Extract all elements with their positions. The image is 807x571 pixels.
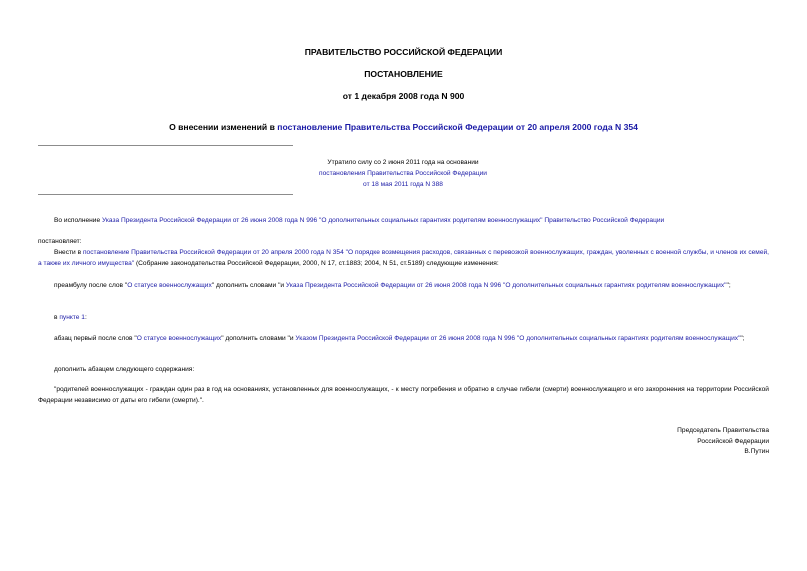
decree-title-link-2[interactable]: "О дополнительных социальных гарантиях родителям военнослужащих"	[501, 282, 727, 289]
text: Внести в	[54, 249, 83, 256]
signature-position: Председатель Правительства	[677, 427, 769, 434]
document-date-number: от 1 декабря 2008 года N 900	[342, 91, 465, 101]
top-rule	[38, 145, 293, 146]
text: " дополнить словами "и	[221, 335, 296, 342]
text: " дополнить словами "и	[211, 282, 286, 289]
repeal-note-text: Утратило силу со 2 июня 2011 года на основании	[327, 159, 479, 166]
decree-link[interactable]: Указа Президента Российской Федерации от 26 июня 2008 года N 996	[101, 217, 318, 224]
decree-link-2[interactable]: Указа Президента Российской Федерации от 26 июня 2008 года N 996	[285, 282, 502, 289]
paragraph-add-abzac: дополнить абзацем следующего содержания:	[54, 366, 195, 373]
decree-title-link[interactable]: "О дополнительных социальных гарантиях родителям военнослужащих" Правительство Российской Федерации	[317, 217, 665, 224]
paragraph-amend	[38, 247, 769, 269]
text: абзац первый после слов "	[54, 335, 137, 342]
signature-name: В.Путин	[744, 448, 769, 455]
paragraph-resolves: постановляет:	[38, 238, 82, 245]
document-title	[0, 122, 807, 132]
bottom-rule	[38, 194, 293, 195]
signature-block	[677, 426, 769, 458]
paragraph-new-abzac: "родителей военнослужащих - граждан один раз в год на основаниях, установленных для военнослужащих, - к месту погребения и обратно в случае гибели (смерти) военнослужащего и его захоронения на территории Российской Федерации независимо от даты его гибели (смерти).".	[38, 386, 769, 404]
government-heading: ПРАВИТЕЛЬСТВО РОССИЙСКОЙ ФЕДЕРАЦИИ	[304, 47, 503, 57]
text: в	[54, 314, 60, 321]
status-law-link-2[interactable]: О статусе военнослужащих	[136, 335, 222, 342]
paragraph-preamble	[38, 215, 769, 226]
point-1-link[interactable]: пункте 1	[59, 314, 85, 321]
text: ";	[740, 335, 745, 342]
text: ";	[726, 282, 731, 289]
text: Во исполнение	[54, 217, 102, 224]
paragraph-preamble-change	[38, 280, 769, 291]
text: (Собрание законодательства Российской Федерации, 2000, N 17, ст.1883; 2004, N 51, ст.5189) следующие изменения:	[134, 260, 499, 267]
resolution-link[interactable]: постановление Правительства Российской Федерации от 20 апреля 2000 года N 354	[82, 249, 344, 256]
resolution-title-link[interactable]: "О порядке возмещения расходов, связанных с перевозкой военнослужащих, граждан, уволенных с военной службы, и членов их семей, а также их личного имущества"	[38, 249, 769, 267]
signature-organization: Российской Федерации	[697, 437, 769, 445]
title-link[interactable]: постановление Правительства Российской Федерации от 20 апреля 2000 года N 354	[277, 122, 638, 132]
repeal-note	[292, 157, 514, 190]
text: преамбулу после слов "	[54, 282, 128, 289]
document-type-heading: ПОСТАНОВЛЕНИЕ	[364, 69, 443, 79]
repeal-note-link-1[interactable]: постановления Правительства Российской Федерации	[319, 170, 487, 177]
decree-title-link-3[interactable]: "О дополнительных социальных гарантиях родителям военнослужащих"	[515, 335, 741, 342]
paragraph-point-1	[38, 312, 769, 323]
text: :	[84, 314, 87, 321]
status-law-link[interactable]: О статусе военнослужащих	[127, 282, 212, 289]
repeal-note-link-2[interactable]: от 18 мая 2011 года N 388	[363, 181, 443, 188]
title-prefix: О внесении изменений в	[169, 122, 278, 132]
decree-link-3[interactable]: Указом Президента Российской Федерации от 26 июня 2008 года N 996	[295, 335, 516, 342]
paragraph-first-abzac	[38, 333, 769, 344]
